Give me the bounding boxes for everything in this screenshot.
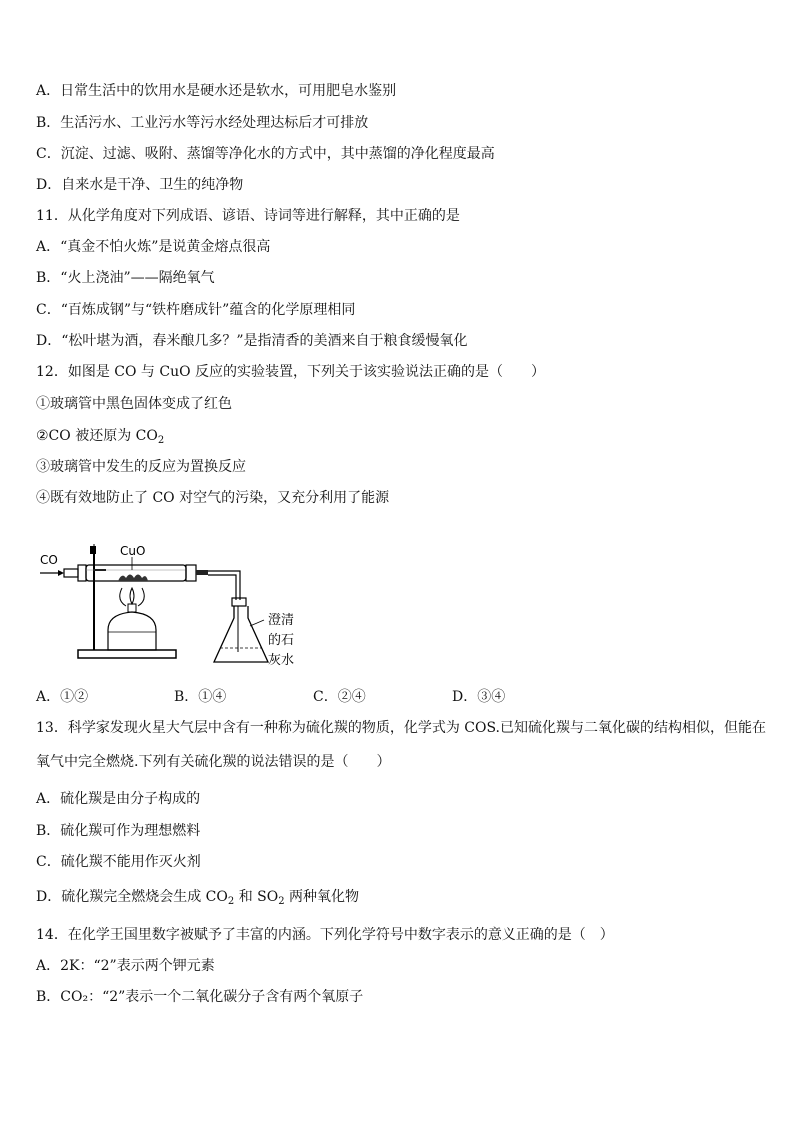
q14-option-b: B．CO₂：“2”表示一个二氧化碳分子含有两个氧原子 [36,989,364,1005]
limewater-pointer [250,620,264,626]
q13-option-d-text-1: D．硫化羰完全燃烧会生成 CO [36,889,228,905]
q12-statement-2 [36,427,164,445]
lamp-wick-holder [128,604,136,612]
cuo-label: CuO [120,544,146,558]
q11-option-d: D．“松叶堪为酒，春米酿几多？”是指清香的美酒来自于粮食缓慢氧化 [36,333,468,349]
q13-option-d-sub-1: 2 [227,896,235,907]
limewater-label-line-3: 灰水 [268,653,295,668]
side-pipe-clip [90,546,96,554]
q13-option-d-sub-2: 2 [278,896,285,907]
q12-option-b: B．①④ [174,689,227,705]
right-stopper [186,565,196,581]
q14-stem: 14．在化学王国里数字被赋予了丰富的内涵。下列化学符号中数字表示的意义正确的是（ ） [36,927,614,943]
q10-option-a: A．日常生活中的饮用水是硬水还是软水，可用肥皂水鉴别 [36,83,397,99]
q12-option-d: D．③④ [452,689,506,705]
q11-option-c: C．“百炼成钢”与“铁杵磨成针”蕴含的化学原理相同 [36,302,356,318]
limewater-label-line-2: 的石 [268,633,295,648]
q13-stem-line-1: 13．科学家发现火星大气层中含有一种称为硫化羰的物质，化学式为 COS.已知硫化羰与二氧化碳的结构相似，但能在 [36,720,766,736]
left-stopper [78,565,86,581]
q13-stem-line-2: 氧气中完全燃烧.下列有关硫化羰的说法错误的是（ ） [36,754,391,770]
q13-option-d-text-2: 和 SO [234,889,279,905]
q13-option-d-text-3: 两种氧化物 [284,889,360,905]
q14-option-a: A．2K：“2”表示两个钾元素 [36,958,215,974]
q11-option-a: A．“真金不怕火炼”是说黄金熔点很高 [36,239,271,255]
limewater-label-line-1: 澄清 [268,613,295,628]
co-label: CO [40,553,58,567]
cuo-powder [118,575,148,582]
erlenmeyer-flask [214,606,268,662]
q11-option-b: B．“火上浇油”——隔绝氧气 [36,270,215,286]
q10-option-d: D．自来水是干净、卫生的纯净物 [36,177,244,193]
q13-option-d [36,888,359,906]
q12-statement-1: ①玻璃管中黑色固体变成了红色 [36,396,232,412]
q12-stem: 12．如图是 CO 与 CuO 反应的实验装置，下列关于该实验说法正确的是（ ） [36,364,546,380]
q12-option-a: A．①② [36,689,89,705]
q10-option-b: B．生活污水、工业污水等污水经处理达标后才可排放 [36,115,369,131]
stand-base [78,650,176,658]
q13-option-c: C．硫化羰不能用作灭火剂 [36,854,201,870]
q12-option-c: C．②④ [313,689,366,705]
q12-statement-3: ③玻璃管中发生的反应为置换反应 [36,459,246,475]
q12-statement-2-subscript: 2 [157,435,165,446]
alcohol-lamp [108,612,156,650]
flame [130,588,134,604]
inlet-tube [64,569,78,577]
gas-inflow-arrow-head [58,570,64,576]
rubber-connector [196,570,208,575]
q13-option-a: A．硫化羰是由分子构成的 [36,791,201,807]
q13-option-b: B．硫化羰可作为理想燃料 [36,823,201,839]
q12-options [36,686,756,706]
q11-stem: 11．从化学角度对下列成语、谚语、诗词等进行解释，其中正确的是 [36,208,460,224]
q10-option-c: C．沉淀、过滤、吸附、蒸馏等净化水的方式中，其中蒸馏的净化程度最高 [36,146,495,162]
q12-statement-4: ④既有效地防止了 CO 对空气的污染，又充分利用了能源 [36,490,390,506]
q12-statement-2-text: ②CO 被还原为 CO [36,428,158,444]
flask-stopper [232,598,246,606]
co-cuo-apparatus-figure [36,540,316,676]
outlet-tube-inner [208,575,236,600]
